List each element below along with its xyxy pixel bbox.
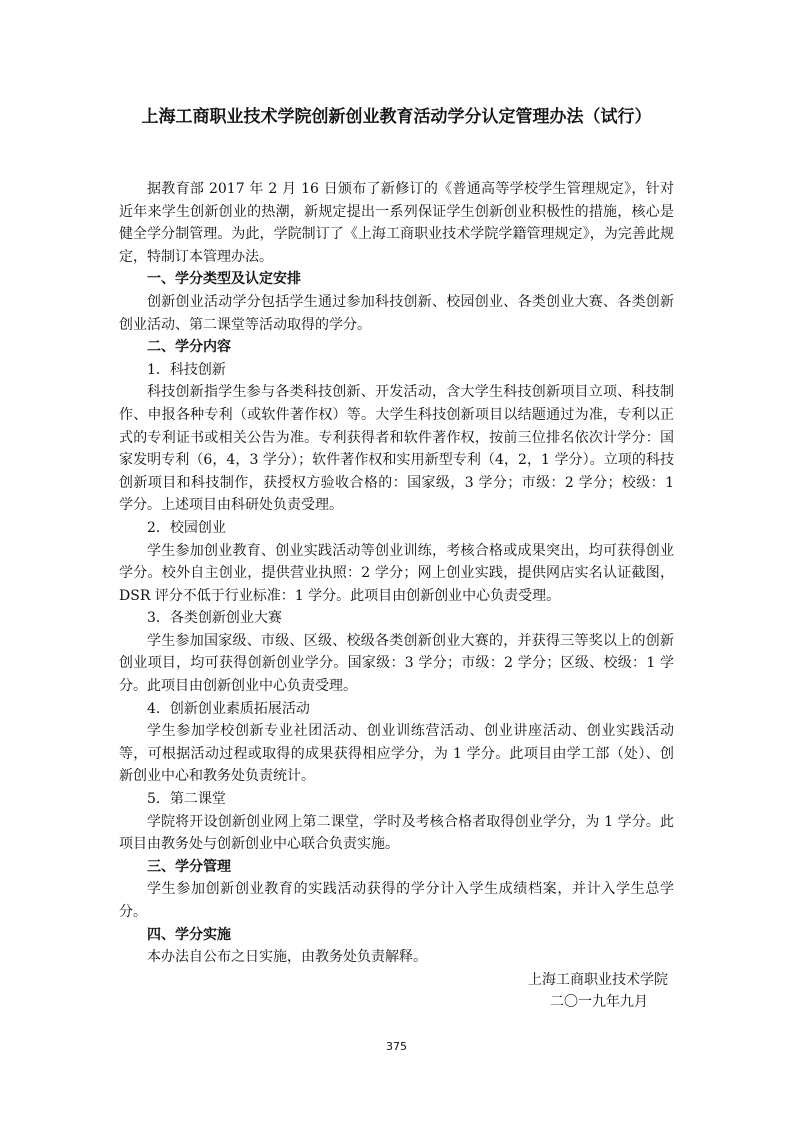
item-text-4: 学生参加学校创新专业社团活动、创业训练营活动、创业讲座活动、创业实践活动等，可根据活动过程或取得的成果获得相应学分，为 1 学分。此项目由学工部（处）、创新创业中心和教务处负责统计。	[119, 723, 674, 785]
intro-paragraph: 据教育部 2017 年 2 月 16 日颁布了新修订的《普通高等学校学生管理规定》，针对近年来学生创新创业的热潮，新规定提出一系列保证学生创新创业积极性的措施，核心是健全学分制管理。为此，学院制订了《上海工商职业技术学院学籍管理规定》，为完善此规定，特制订本管理办法。	[119, 181, 674, 265]
item-label-5: 5．第二课堂	[147, 791, 226, 808]
document-body	[119, 178, 674, 1014]
page-number: 375	[386, 1040, 407, 1053]
section-text-4: 本办法自公布之日实施，由教务处负责解释。	[147, 949, 427, 966]
item-label-4: 4．创新创业素质拓展活动	[147, 700, 310, 717]
item-text-5: 学院将开设创新创业网上第二课堂，学时及考核合格者取得创业学分，为 1 学分。此项目由教务处与创新创业中心联合负责实施。	[119, 813, 674, 853]
section-heading-4: 四、学分实施	[147, 926, 231, 943]
item-text-2: 学生参加创业教育、创业实践活动等创业训练，考核合格或成果突出，均可获得创业学分。校外自主创业，提供营业执照：2 学分；网上创业实践，提供网店实名认证截图，DSR 评分不低于行业标准：1 学分。此项目由创新创业中心负责受理。	[119, 542, 674, 604]
item-text-3: 学生参加国家级、市级、区级、校级各类创新创业大赛的，并获得三等奖以上的创新创业项目，均可获得创新创业学分。国家级：3 学分；市级：2 学分；区级、校级：1 学分。此项目由创新创业中心负责受理。	[119, 632, 674, 695]
section-heading-2: 二、学分内容	[147, 339, 231, 356]
signature-date: 二〇一九年九月	[550, 994, 648, 1011]
section-heading-3: 三、学分管理	[147, 858, 231, 875]
item-label-1: 1．科技创新	[147, 361, 226, 378]
item-text-1: 科技创新指学生参与各类科技创新、开发活动，含大学生科技创新项目立项、科技制作、申报各种专利（或软件著作权）等。大学生科技创新项目以结题通过为准，专利以正式的专利证书或相关公告为准。专利获得者和软件著作权，按前三位排名依次计学分：国家发明专利（6，4，3 学分）；软件著作权和实用新型专利（4，2，1 学分）。立项的科技创新项目和科技制作，获授权方验收合格的：国家级，3 学分；市级：2 学分；校级：1 学分。上述项目由科研处负责受理。	[119, 384, 674, 514]
item-label-2: 2．校园创业	[147, 519, 226, 536]
section-text-1: 创新创业活动学分包括学生通过参加科技创新、校园创业、各类创业大赛、各类创新创业活动、第二课堂等活动取得的学分。	[119, 293, 674, 333]
document-title: 上海工商职业技术学院创新创业教育活动学分认定管理办法（试行）	[141, 107, 652, 127]
section-text-3: 学生参加创新创业教育的实践活动获得的学分计入学生成绩档案，并计入学生总学分。	[119, 881, 674, 920]
item-label-3: 3．各类创新创业大赛	[147, 610, 282, 627]
section-heading-1: 一、学分类型及认定安排	[147, 271, 301, 288]
signature-org: 上海工商职业技术学院	[528, 971, 668, 988]
